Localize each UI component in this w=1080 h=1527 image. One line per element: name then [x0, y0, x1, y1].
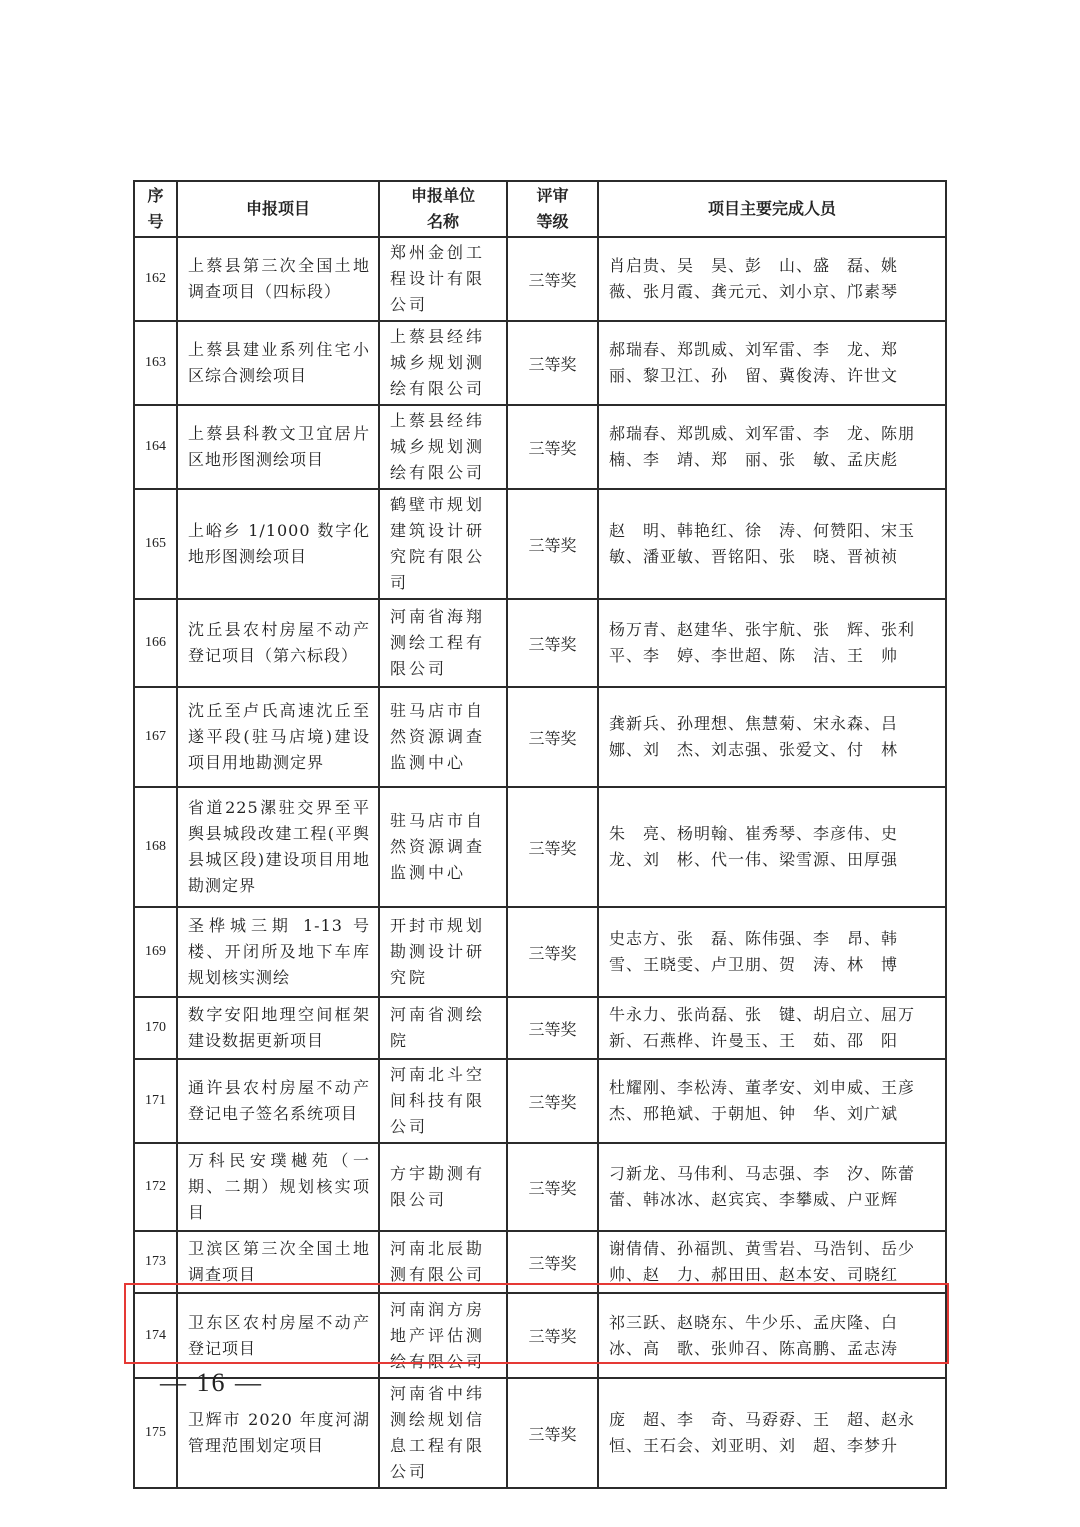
row-grade: 三等奖 — [507, 489, 598, 599]
row-project: 上蔡县建业系列住宅小区综合测绘项目 — [177, 321, 379, 405]
row-unit: 方宇勘测有限公司 — [379, 1143, 507, 1231]
row-unit: 河南省测绘院 — [379, 997, 507, 1059]
table-row — [134, 1231, 946, 1293]
row-project: 上蔡县科教文卫宜居片区地形图测绘项目 — [177, 405, 379, 489]
row-seq: 169 — [134, 907, 177, 997]
row-people: 史志方、张 磊、陈伟强、李 昂、韩 雪、王晓雯、卢卫朋、贺 涛、林 博 — [598, 907, 946, 997]
row-people: 龚新兵、孙理想、焦慧菊、宋永森、吕 娜、刘 杰、刘志强、张爱文、付 林 — [598, 687, 946, 787]
header-people: 项目主要完成人员 — [598, 181, 946, 237]
row-seq: 165 — [134, 489, 177, 599]
header-grade: 评审 等级 — [507, 181, 598, 237]
row-unit: 郑州金创工程设计有限公司 — [379, 237, 507, 321]
row-grade: 三等奖 — [507, 787, 598, 907]
row-grade: 三等奖 — [507, 1059, 598, 1143]
row-unit: 上蔡县经纬城乡规划测绘有限公司 — [379, 321, 507, 405]
row-project: 卫东区农村房屋不动产登记项目 — [177, 1293, 379, 1378]
table-row — [134, 1143, 946, 1231]
row-people: 肖启贵、吴 昊、彭 山、盛 磊、姚 薇、张月霞、龚元元、刘小京、邝素琴 — [598, 237, 946, 321]
row-unit: 开封市规划勘测设计研究院 — [379, 907, 507, 997]
row-grade: 三等奖 — [507, 687, 598, 787]
row-people: 赵 明、韩艳红、徐 涛、何赞阳、宋玉敏、潘亚敏、晋铭阳、张 晓、晋祯祯 — [598, 489, 946, 599]
row-unit: 鹤壁市规划建筑设计研究院有限公司 — [379, 489, 507, 599]
awards-table — [133, 180, 947, 1489]
row-unit: 河南省中纬测绘规划信息工程有限公司 — [379, 1378, 507, 1488]
row-seq: 167 — [134, 687, 177, 787]
row-grade: 三等奖 — [507, 997, 598, 1059]
row-seq: 163 — [134, 321, 177, 405]
row-people: 郝瑞春、郑凯威、刘军雷、李 龙、陈朋楠、李 靖、郑 丽、张 敏、孟庆彪 — [598, 405, 946, 489]
row-project: 数字安阳地理空间框架建设数据更新项目 — [177, 997, 379, 1059]
row-seq: 164 — [134, 405, 177, 489]
row-unit: 河南北斗空间科技有限公司 — [379, 1059, 507, 1143]
row-grade: 三等奖 — [507, 599, 598, 687]
row-people: 谢倩倩、孙福凯、黄雪岩、马浩钊、岳少帅、赵 力、郝田田、赵本安、司晓红 — [598, 1231, 946, 1293]
table-row — [134, 1059, 946, 1143]
row-grade: 三等奖 — [507, 1231, 598, 1293]
row-seq: 170 — [134, 997, 177, 1059]
row-unit: 上蔡县经纬城乡规划测绘有限公司 — [379, 405, 507, 489]
row-grade: 三等奖 — [507, 1378, 598, 1488]
row-people: 庞 超、李 奇、马孬孬、王 超、赵永恒、王石会、刘亚明、刘 超、李梦升 — [598, 1378, 946, 1488]
row-people: 杨万青、赵建华、张宇航、张 辉、张利平、李 婷、李世超、陈 洁、王 帅 — [598, 599, 946, 687]
row-seq: 174 — [134, 1293, 177, 1378]
row-unit: 河南润方房地产评估测绘有限公司 — [379, 1293, 507, 1378]
row-grade: 三等奖 — [507, 1293, 598, 1378]
row-people: 杜耀刚、李松涛、董孝安、刘申威、王彦杰、邢艳斌、于朝旭、钟 华、刘广斌 — [598, 1059, 946, 1143]
header-unit: 申报单位 名称 — [379, 181, 507, 237]
table-row — [134, 907, 946, 997]
table-row — [134, 997, 946, 1059]
row-seq: 171 — [134, 1059, 177, 1143]
row-seq: 166 — [134, 599, 177, 687]
row-project: 万科民安璞樾苑（一期、二期）规划核实项目 — [177, 1143, 379, 1231]
row-seq: 162 — [134, 237, 177, 321]
table-row — [134, 321, 946, 405]
row-seq: 168 — [134, 787, 177, 907]
row-people: 朱 亮、杨明翰、崔秀琴、李彦伟、史 龙、刘 彬、代一伟、梁雪源、田厚强 — [598, 787, 946, 907]
row-project: 圣桦城三期 1-13 号楼、开闭所及地下车库规划核实测绘 — [177, 907, 379, 997]
row-project: 沈丘至卢氏高速沈丘至遂平段(驻马店境)建设项目用地勘测定界 — [177, 687, 379, 787]
row-seq: 175 — [134, 1378, 177, 1488]
row-unit: 驻马店市自然资源调查监测中心 — [379, 787, 507, 907]
row-grade: 三等奖 — [507, 907, 598, 997]
row-project: 卫辉市 2020 年度河湖管理范围划定项目 — [177, 1378, 379, 1488]
table-header-row — [134, 181, 946, 237]
row-people: 牛永力、张尚磊、张 键、胡启立、屈万新、石燕桦、许曼玉、王 茹、邵 阳 — [598, 997, 946, 1059]
table-row — [134, 787, 946, 907]
page-number: — 16 — — [160, 1368, 263, 1397]
row-grade: 三等奖 — [507, 1143, 598, 1231]
row-project: 卫滨区第三次全国土地调查项目 — [177, 1231, 379, 1293]
row-unit: 河南北辰勘测有限公司 — [379, 1231, 507, 1293]
row-project: 上蔡县第三次全国土地调查项目（四标段） — [177, 237, 379, 321]
table-row — [134, 599, 946, 687]
row-people: 祁三跃、赵晓东、牛少乐、孟庆隆、白 冰、高 歌、张帅召、陈高鹏、孟志涛 — [598, 1293, 946, 1378]
row-people: 刁新龙、马伟利、马志强、李 汐、陈蕾蕾、韩冰冰、赵宾宾、李攀威、户亚辉 — [598, 1143, 946, 1231]
row-seq: 172 — [134, 1143, 177, 1231]
row-unit: 河南省海翔测绘工程有限公司 — [379, 599, 507, 687]
row-project: 沈丘县农村房屋不动产登记项目（第六标段） — [177, 599, 379, 687]
row-project: 省道225漯驻交界至平舆县城段改建工程(平舆县城区段)建设项目用地勘测定界 — [177, 787, 379, 907]
table-row — [134, 1293, 946, 1378]
table-row — [134, 687, 946, 787]
table-row — [134, 489, 946, 599]
header-project: 申报项目 — [177, 181, 379, 237]
row-people: 郝瑞春、郑凯威、刘军雷、李 龙、郑 丽、黎卫江、孙 留、冀俊涛、许世文 — [598, 321, 946, 405]
row-project: 上峪乡 1/1000 数字化地形图测绘项目 — [177, 489, 379, 599]
row-grade: 三等奖 — [507, 237, 598, 321]
row-seq: 173 — [134, 1231, 177, 1293]
row-grade: 三等奖 — [507, 405, 598, 489]
table-row — [134, 405, 946, 489]
row-project: 通许县农村房屋不动产登记电子签名系统项目 — [177, 1059, 379, 1143]
header-seq: 序 号 — [134, 181, 177, 237]
table-row — [134, 237, 946, 321]
row-grade: 三等奖 — [507, 321, 598, 405]
row-unit: 驻马店市自然资源调查监测中心 — [379, 687, 507, 787]
